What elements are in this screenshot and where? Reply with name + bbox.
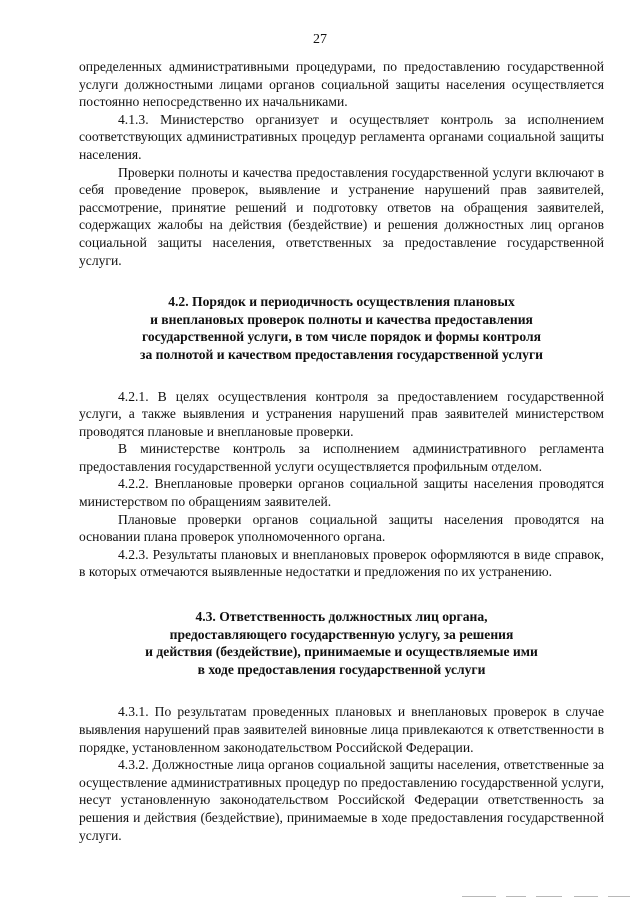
section-4-2-heading	[79, 293, 604, 363]
paragraph-ministry-control: В министерстве контроль за исполнением административного регламента предоставления государственной услуги осуществляется профильным отделом.	[79, 441, 604, 474]
heading-line: 4.2. Порядок и периодичность осуществления плановых	[168, 294, 515, 310]
paragraph-4-2-2: 4.2.2. Внеплановые проверки органов социальной защиты населения проводятся министерством по обращениям заявителей.	[79, 476, 604, 510]
section-4-3-heading	[79, 608, 604, 678]
page-number: 27	[313, 32, 327, 47]
heading-line: и внеплановых проверок полноты и качества предоставления	[150, 311, 533, 327]
paragraph-4-3-1: 4.3.1. По результатам проведенных плановых и внеплановых проверок в случае выявления нарушений прав заявителей виновные лица привлекаются к ответственности в порядке, установленном законодательством Российской Федерации.	[79, 704, 604, 755]
paragraph-4-2-3: 4.2.3. Результаты плановых и внеплановых проверок оформляются в виде справок, в которых отмечаются выявленные недостатки и предложения по их устранению.	[79, 546, 604, 580]
heading-line: 4.3. Ответственность должностных лиц органа,	[195, 609, 488, 625]
paragraph-4-1-3: 4.1.3. Министерство организует и осуществляет контроль за исполнением соответствующих административных процедур регламента органами социальной защиты населения.	[79, 111, 604, 162]
heading-line: за полнотой и качеством предоставления государственной услуги	[140, 346, 543, 362]
scan-footer-marks	[462, 896, 632, 899]
paragraph-continuation: определенных административными процедурами, по предоставлению государственной услуги должностными лицами органов социальной защиты населения осуществляется постоянно непосредственно их начальниками.	[79, 59, 604, 110]
document-body	[79, 58, 604, 844]
paragraph-4-2-1: 4.2.1. В целях осуществления контроля за предоставлением государственной услуги, а также выявления и устранения нарушений прав заявителей министерством проводятся плановые и внеплановые проверки.	[79, 388, 604, 439]
heading-line: в ходе предоставления государственной услуги	[197, 661, 486, 677]
paragraph-4-3-2: 4.3.2. Должностные лица органов социальной защиты населения, ответственные за осуществление административных процедур по предоставлению государственной услуги, несут установленную законодательством Российской Федерации ответственность за решения и действия (бездействие), принимаемые в ходе предоставления государственной услуги.	[79, 757, 604, 843]
heading-line: и действия (бездействие), принимаемые и осуществляемые ими	[145, 644, 538, 660]
heading-line: государственной услуги, в том числе порядок и формы контроля	[142, 329, 541, 345]
heading-line: предоставляющего государственную услугу, за решения	[169, 626, 514, 642]
paragraph-inspections: Проверки полноты и качества предоставления государственной услуги включают в себя проведение проверок, выявление и устранение нарушений прав заявителей, рассмотрение, принятие решений и подготовку ответов на обращения заявителей, содержащих жалобы на действия (бездействие) и решения должностных лиц органов социальной защиты населения, ответственных за предоставление государственной услуги.	[79, 164, 604, 268]
paragraph-planned-inspections: Плановые проверки органов социальной защиты населения проводятся на основании плана проверок уполномоченного органа.	[79, 511, 604, 545]
